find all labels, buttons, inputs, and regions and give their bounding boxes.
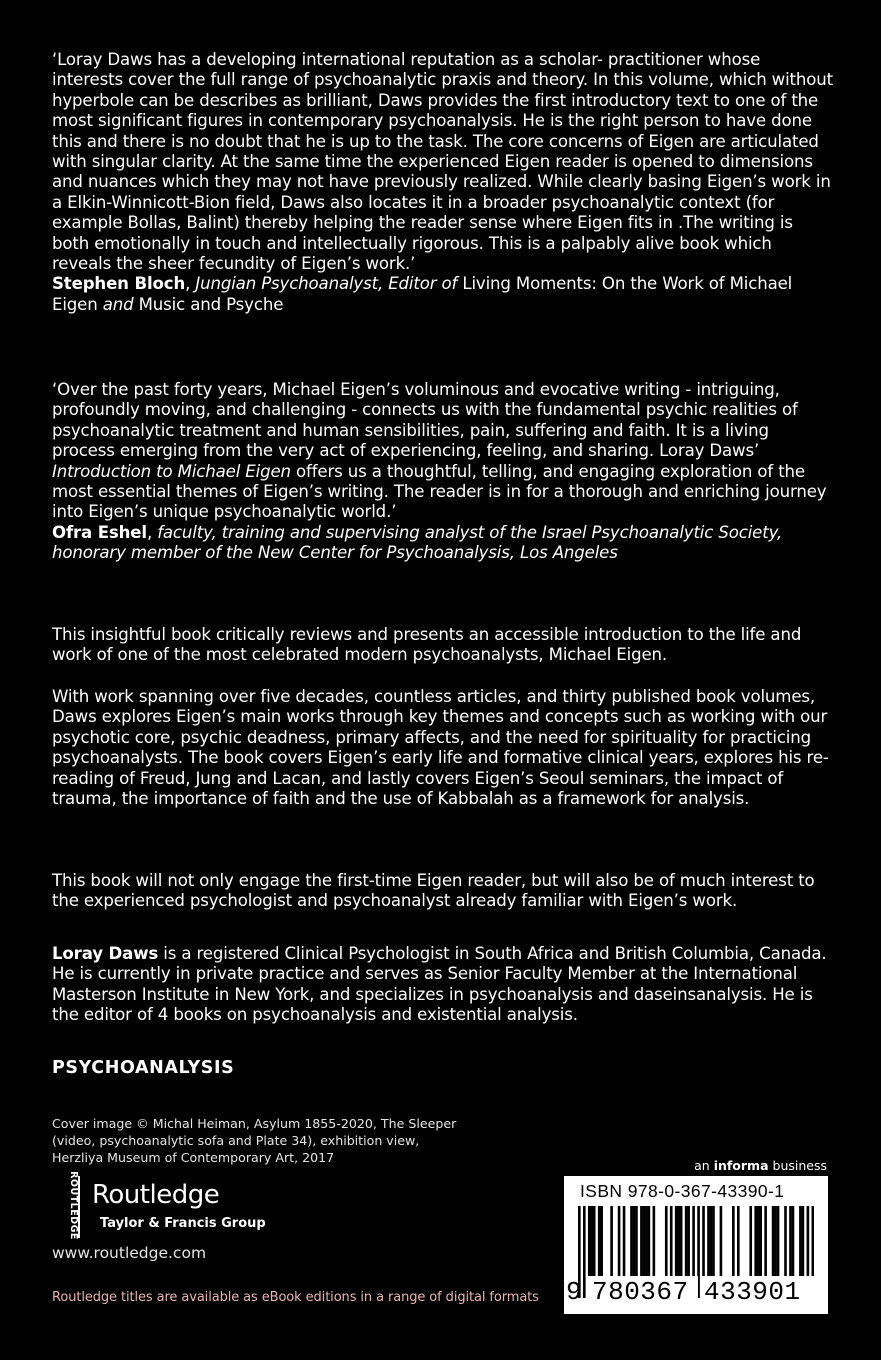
ebook-availability-note: Routledge titles are available as eBook editions in a range of digital formats xyxy=(52,1290,539,1305)
barcode-bar xyxy=(645,1206,648,1276)
endorsement-2: ‘Over the past forty years, Michael Eigen’s voluminous and evocative writing - intriguing, profoundly moving, and challenging - connects us with the fundamental psychic realities of psychoanalytic treatment and human sensibilities, pain, suffering and faith. It is a living process emerging from the very act of experiencing, feeling, and sharing. Loray Daws’ Introduction to Michael Eigen offers us a thoughtful, telling, and engaging exploration of the most essential themes of Eigen’s writing. The reader is in for a thorough and enriching journey into Eigen’s unique psychoanalytic world.’ Ofra Eshel, faculty, training and supervising analyst of the Israel Psychoanalytic Society, honorary member of the New Center for Psychoanalysis, Los Angeles xyxy=(52,380,827,563)
barcode-bar xyxy=(623,1206,626,1276)
barcode-bar xyxy=(677,1206,680,1276)
barcode-bar xyxy=(680,1206,683,1276)
barcode-bar xyxy=(784,1206,787,1276)
endorsement-1: ‘Loray Daws has a developing international reputation as a scholar- practitioner whose interests cover the full range of psychoanalytic praxis and theory. In this volume, which without hyperbole can be describes as brilliant, Daws provides the first introductory text to one of the most significant figures in contemporary psychoanalysis. He is the right person to have done this and there is no doubt that he is up to the task. The core concerns of Eigen are articulated with singular clarity. At the same time the experienced Eigen reader is opened to dimensions and nuances which they may not have previously realized. While clearly basing Eigen’s work in a Elkin-Winnicott-Bion field, Daws also locates it in a broader psychoanalytic context (for example Bollas, Balint) thereby helping the reader sense where Eigen fits in .The writing is both emotionally in touch and intellectually rigorous. This is a palpably alive book which reveals the sheer fecundity of Eigen’s work.’ Stephen Bloch, Jungian Psychoanalyst, Editor of Living Moments: On the Work of Michael Eigen and Music and Psyche xyxy=(52,50,834,314)
subject-category: PSYCHOANALYSIS xyxy=(52,1058,235,1078)
barcode-bar xyxy=(737,1206,740,1276)
barcode-bar xyxy=(588,1206,591,1276)
publisher-website[interactable]: www.routledge.com xyxy=(52,1244,207,1262)
barcode-bar xyxy=(618,1206,621,1276)
barcode-bar xyxy=(670,1206,673,1276)
barcode-bar xyxy=(598,1206,601,1276)
author-bio-text: is a registered Clinical Psychologist in South Africa and British Columbia, Canada. He is currently in private practice and serves as Senior Faculty Member at the International Masterson Institute in New York, and specializes in psychoanalysis and daseinsanalysis. He is the editor of 4 books on psychoanalysis and existential analysis. xyxy=(52,944,827,1025)
endorsement-1-author: Stephen Bloch xyxy=(52,274,186,294)
description-paragraph-1: This insightful book critically reviews and presents an accessible introduction to the life and work of one of the most celebrated modern psychoanalysts, Michael Eigen. xyxy=(52,625,802,665)
barcode-bar xyxy=(710,1206,713,1276)
barcode-bar xyxy=(777,1206,780,1276)
barcode-bar xyxy=(799,1206,802,1276)
endorsement-2-text-1: ‘Over the past forty years, Michael Eigen’s voluminous and evocative writing - intriguing, profoundly moving, and challenging - connects us with the fundamental psychic realities of psychoanalytic treatment and human sensibilities, pain, suffering and faith. It is a living process emerging from the very act of experiencing, feeling, and sharing. Loray Daws’ xyxy=(52,380,798,461)
routledge-vertical-text: ROUTLEDGE xyxy=(67,1171,79,1240)
barcode-bar xyxy=(754,1206,757,1276)
informa-suffix: business xyxy=(772,1158,827,1173)
barcode-bar xyxy=(685,1206,688,1276)
barcode-box xyxy=(564,1176,828,1314)
barcode-bar xyxy=(590,1206,593,1276)
barcode-bar xyxy=(720,1206,723,1276)
endorsement-2-text-2: offers us a thoughtful, telling, and engaging exploration of the most essential themes of Eigen’s writing. The reader is in for a thorough and enriching journey into Eigen’s unique psychoanalytic world.’ xyxy=(52,461,827,522)
description-paragraph-3: This book will not only engage the first-time Eigen reader, but will also be of much interest to the experienced psychologist and psychoanalyst already familiar with Eigen’s work. xyxy=(52,871,815,911)
barcode-bar xyxy=(593,1206,596,1276)
barcode-bar xyxy=(712,1206,715,1276)
barcode-bar xyxy=(759,1206,762,1276)
endorsement-1-text: ‘Loray Daws has a developing international reputation as a scholar- practitioner whose interests cover the full range of psychoanalytic praxis and theory. In this volume, which without hyperbole can be describes as brilliant, Daws provides the first introductory text to one of the most significant figures in contemporary psychoanalysis. He is the right person to have done this and there is no doubt that he is up to the task. The core concerns of Eigen are articulated with singular clarity. At the same time the experienced Eigen reader is opened to dimensions and nuances which they may not have previously realized. While clearly basing Eigen’s work in a Elkin-Winnicott-Bion field, Daws also locates it in a broader psychoanalytic context (for example Bollas, Balint) thereby helping the reader sense where Eigen fits in .The writing is both emotionally in touch and intellectually rigorous. This is a palpably alive book which reveals the sheer fecundity of Eigen’s work.’ xyxy=(52,50,834,274)
barcode-bar xyxy=(665,1206,668,1276)
barcode-bar xyxy=(653,1206,656,1276)
barcode-bar xyxy=(707,1206,710,1276)
barcode-bar xyxy=(640,1206,643,1276)
barcode-bar xyxy=(635,1206,638,1276)
barcode-digits-left: 780367 xyxy=(592,1276,698,1308)
barcode-digits-right: 433901 xyxy=(704,1276,814,1308)
endorsement-1-role: Jungian Psychoanalyst, Editor of xyxy=(195,274,458,294)
author-name: Loray Daws xyxy=(52,944,159,963)
barcode-bar xyxy=(802,1206,805,1276)
informa-prefix: an xyxy=(694,1158,710,1173)
barcode-bar xyxy=(648,1206,651,1276)
endorsement-2-author: Ofra Eshel xyxy=(52,522,147,542)
endorsement-1-and: and xyxy=(102,294,134,314)
barcode-digit-first: 9 xyxy=(566,1277,582,1307)
barcode-bar xyxy=(600,1206,603,1276)
barcode-bar xyxy=(772,1206,775,1276)
barcode-bar xyxy=(792,1206,795,1276)
description-paragraph-2: With work spanning over five decades, countless articles, and thirty published book volumes, Daws explores Eigen’s main works through key themes and concepts such as working with our psychotic core, psychic deadness, primary affects, and the need for spirituality for practicing psychoanalysts. The book covers Eigen’s early life and formative clinical years, explores his re-reading of Freud, Jung and Lacan, and lastly covers Eigen’s Seoul seminars, the impact of trauma, the importance of faith and the use of Kabbalah as a framework for analysis. xyxy=(52,687,829,809)
informa-brand: informa xyxy=(713,1158,769,1173)
barcode-bar xyxy=(630,1206,633,1276)
barcode-bar xyxy=(643,1206,646,1276)
barcode-bar xyxy=(757,1206,760,1276)
author-bio xyxy=(52,944,834,1026)
endorsement-2-role: faculty, training and supervising analyst of the Israel Psychoanalytic Society, honorary member of the New Center for Psychoanalysis, Los Angeles xyxy=(52,522,783,563)
endorsement-1-book-title-1: Living Moments: On the Work of Michael Eigen xyxy=(52,274,793,314)
cover-image-credit: Cover image © Michal Heiman, Asylum 1855-2020, The Sleeper (video, psychoanalytic sofa and Plate 34), exhibition view, Herzliya Museum of Contemporary Art, 2017 xyxy=(52,1116,457,1166)
endorsement-1-book-title-2: Music and Psyche xyxy=(138,294,284,314)
barcode-bar xyxy=(687,1206,690,1276)
publisher-name: Routledge xyxy=(92,1180,220,1210)
barcode-bar xyxy=(774,1206,777,1276)
barcode-bar xyxy=(633,1206,636,1276)
barcode-bar xyxy=(789,1206,792,1276)
barcode-bar xyxy=(764,1206,767,1276)
barcode-bar xyxy=(749,1206,752,1276)
routledge-vertical-mark xyxy=(52,1171,80,1240)
barcode-bar xyxy=(675,1206,678,1276)
barcode-bar xyxy=(732,1206,735,1276)
isbn-label: ISBN 978-0-367-43390-1 xyxy=(580,1181,785,1201)
publisher-logo xyxy=(52,1171,282,1240)
publisher-group: Taylor & Francis Group xyxy=(100,1216,266,1231)
informa-business-tagline xyxy=(694,1158,827,1173)
barcode-bar xyxy=(702,1206,705,1276)
barcode-bar xyxy=(610,1206,613,1276)
endorsement-2-book-title: Introduction to Michael Eigen xyxy=(52,461,291,481)
